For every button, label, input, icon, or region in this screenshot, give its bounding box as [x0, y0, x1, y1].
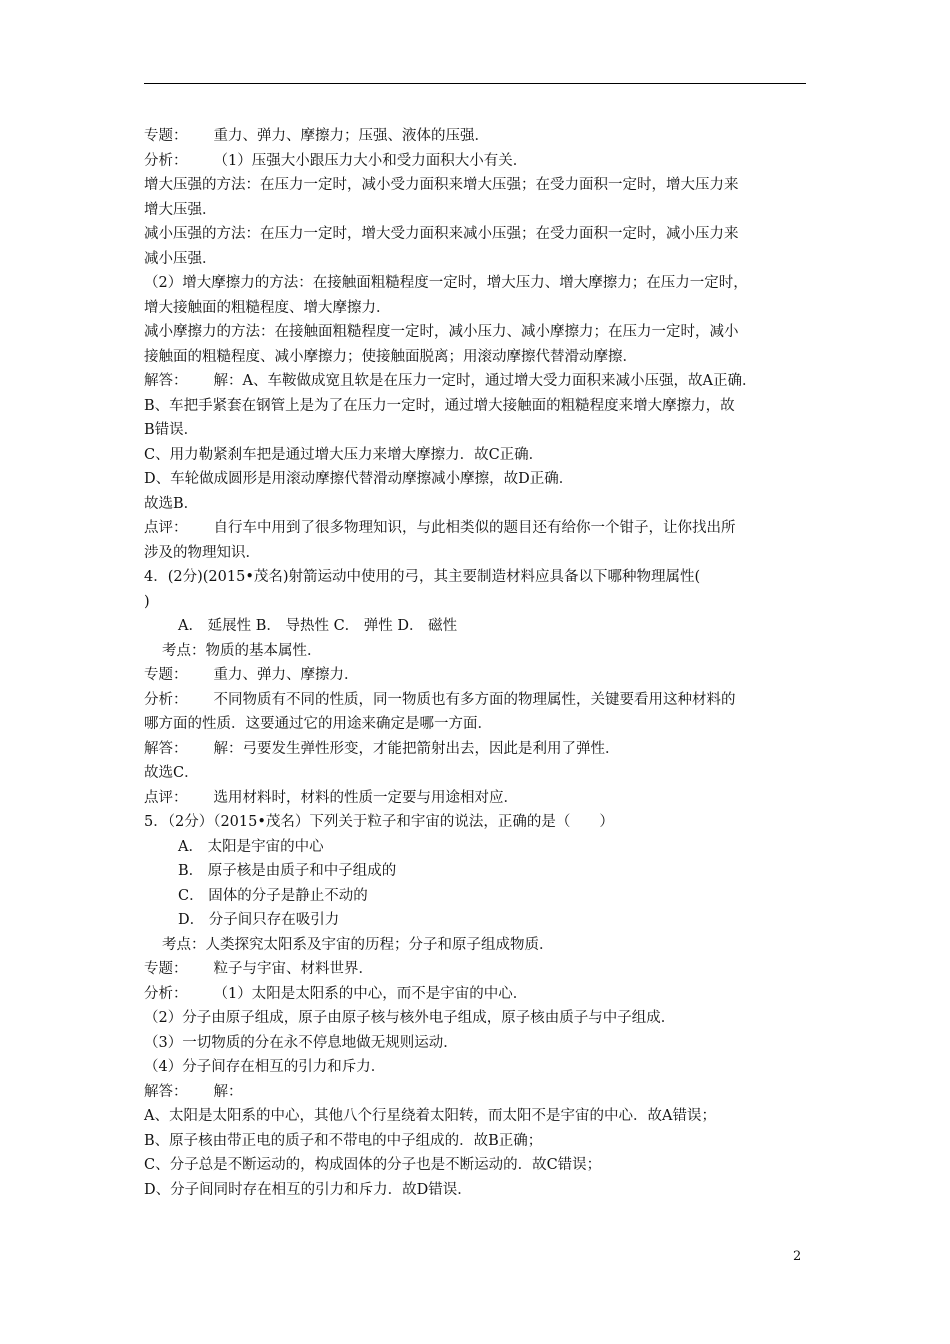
- q4-analysis-line: [144, 688, 814, 713]
- q4-stem: 4．(2分)(2015•茂名)射箭运动中使用的弓，其主要制造材料应具备以下哪种物理属性(: [144, 569, 701, 585]
- q3-answer-line: [144, 369, 814, 394]
- q5-analysis-line: [144, 982, 814, 1007]
- q4-stem-cont: ): [144, 593, 150, 610]
- q5-point: 考点：人类探究太阳系及宇宙的历程；分子和原子组成物质．: [162, 936, 554, 953]
- paragraph-line: 增大压强的方法：在压力一定时，减小受力面积来增大压强；在受力面积一定时，增大压力来: [144, 177, 739, 193]
- analysis-label: 分析：: [144, 691, 188, 708]
- analysis-text: （1）太阳是太阳系的中心，而不是宇宙的中心．: [213, 985, 528, 1002]
- paragraph-line: 减小压强．: [144, 250, 217, 267]
- topic-text: 重力、弹力、摩擦力；压强、液体的压强．: [213, 128, 489, 144]
- choice-line: 故选B．: [144, 495, 199, 512]
- document-body: [144, 124, 814, 1202]
- q5-answer-line: [144, 1080, 814, 1105]
- paragraph-line: 涉及的物理知识．: [144, 544, 260, 561]
- q5-option-d: D． 分子间只存在吸引力: [178, 912, 340, 928]
- header-rule: [144, 83, 806, 84]
- paragraph-line: （2）增大摩擦力的方法：在接触面粗糙程度一定时，增大压力、增大摩擦力；在压力一定时，: [144, 275, 748, 291]
- answer-text: 解：A、车鞍做成宽且软是在压力一定时，通过增大受力面积来减小压强，故A正确．: [213, 373, 757, 389]
- paragraph-line: B、原子核由带正电的质子和不带电的中子组成的．故B正确；: [144, 1132, 543, 1149]
- topic-label: 专题：: [144, 961, 188, 977]
- answer-text: 解：: [213, 1083, 243, 1100]
- paragraph-line: 接触面的粗糙程度、减小摩擦力；使接触面脱离；用滚动摩擦代替滑动摩擦．: [144, 348, 637, 365]
- q4-comment-line: [144, 786, 814, 811]
- paragraph-line: A、太阳是太阳系的中心，其他八个行星绕着太阳转，而太阳不是宇宙的中心．故A错误；: [144, 1108, 716, 1124]
- paragraph-line: 减小摩擦力的方法：在接触面粗糙程度一定时，减小压力、减小摩擦力；在压力一定时，减小: [144, 324, 739, 340]
- answer-label: 解答：: [144, 1083, 188, 1100]
- answer-text: 解：弓要发生弹性形变，才能把箭射出去，因此是利用了弹性．: [213, 740, 620, 757]
- paragraph-line: （2）分子由原子组成，原子由原子核与核外电子组成，原子核由质子与中子组成．: [144, 1010, 676, 1026]
- q4-answer-line: [144, 737, 814, 762]
- analysis-text: 不同物质有不同的性质，同一物质也有多方面的物理属性，关键要看用这种材料的: [213, 691, 736, 708]
- paragraph-line: 减小压强的方法：在压力一定时，增大受力面积来减小压强；在受力面积一定时，减小压力来: [144, 226, 739, 242]
- paragraph-line: C、分子总是不断运动的，构成固体的分子也是不断运动的．故C错误；: [144, 1157, 602, 1173]
- topic-text: 重力、弹力、摩擦力．: [213, 667, 359, 683]
- paragraph-line: B错误．: [144, 422, 199, 438]
- paragraph-line: 增大接触面的粗糙程度、增大摩擦力．: [144, 299, 391, 316]
- analysis-label: 分析：: [144, 152, 188, 169]
- q5-option-b: B． 原子核是由质子和中子组成的: [178, 863, 397, 879]
- paragraph-line: B、车把手紧套在钢管上是为了在压力一定时，通过增大接触面的粗糙程度来增大摩擦力，故: [144, 397, 735, 414]
- q5-stem: 5．（2分）（2015•茂名）下列关于粒子和宇宙的说法，正确的是（ ）: [144, 814, 614, 830]
- topic-label: 专题：: [144, 128, 188, 144]
- paragraph-line: 哪方面的性质．这要通过它的用途来确定是哪一方面．: [144, 716, 492, 732]
- analysis-text: （1）压强大小跟压力大小和受力面积大小有关．: [213, 152, 528, 169]
- choice-line: 故选C．: [144, 765, 199, 781]
- comment-label: 点评：: [144, 789, 188, 806]
- analysis-label: 分析：: [144, 985, 188, 1002]
- answer-label: 解答：: [144, 740, 188, 757]
- paragraph-line: （4）分子间存在相互的引力和斥力．: [144, 1059, 386, 1075]
- q5-option-c: C． 固体的分子是静止不动的: [178, 887, 368, 904]
- paragraph-line: D、车轮做成圆形是用滚动摩擦代替滑动摩擦减小摩擦，故D正确．: [144, 471, 574, 487]
- q5-option-a: A． 太阳是宇宙的中心: [178, 838, 324, 855]
- topic-label: 专题：: [144, 667, 188, 683]
- q3-analysis-line: [144, 149, 814, 174]
- q4-point: 考点：物质的基本属性．: [162, 642, 322, 659]
- paragraph-line: 增大压强．: [144, 201, 217, 218]
- q3-topic-line: [144, 124, 814, 149]
- comment-text: 选用材料时，材料的性质一定要与用途相对应．: [213, 789, 518, 806]
- paragraph-line: D、分子间同时存在相互的引力和斥力．故D错误．: [144, 1181, 472, 1198]
- q3-comment-line: [144, 516, 814, 541]
- comment-label: 点评：: [144, 520, 188, 536]
- q4-options: A． 延展性 B． 导热性 C． 弹性 D． 磁性: [178, 618, 458, 634]
- page-number: 2: [793, 1249, 802, 1264]
- answer-label: 解答：: [144, 373, 188, 389]
- paragraph-line: C、用力勒紧刹车把是通过增大压力来增大摩擦力．故C正确．: [144, 446, 544, 463]
- comment-text: 自行车中用到了很多物理知识，与此相类似的题目还有给你一个钳子，让你找出所: [213, 520, 736, 536]
- topic-text: 粒子与宇宙、材料世界．: [213, 961, 373, 977]
- paragraph-line: （3）一切物质的分在永不停息地做无规则运动．: [144, 1034, 458, 1051]
- q4-topic-line: [144, 663, 814, 688]
- q5-topic-line: [144, 957, 814, 982]
